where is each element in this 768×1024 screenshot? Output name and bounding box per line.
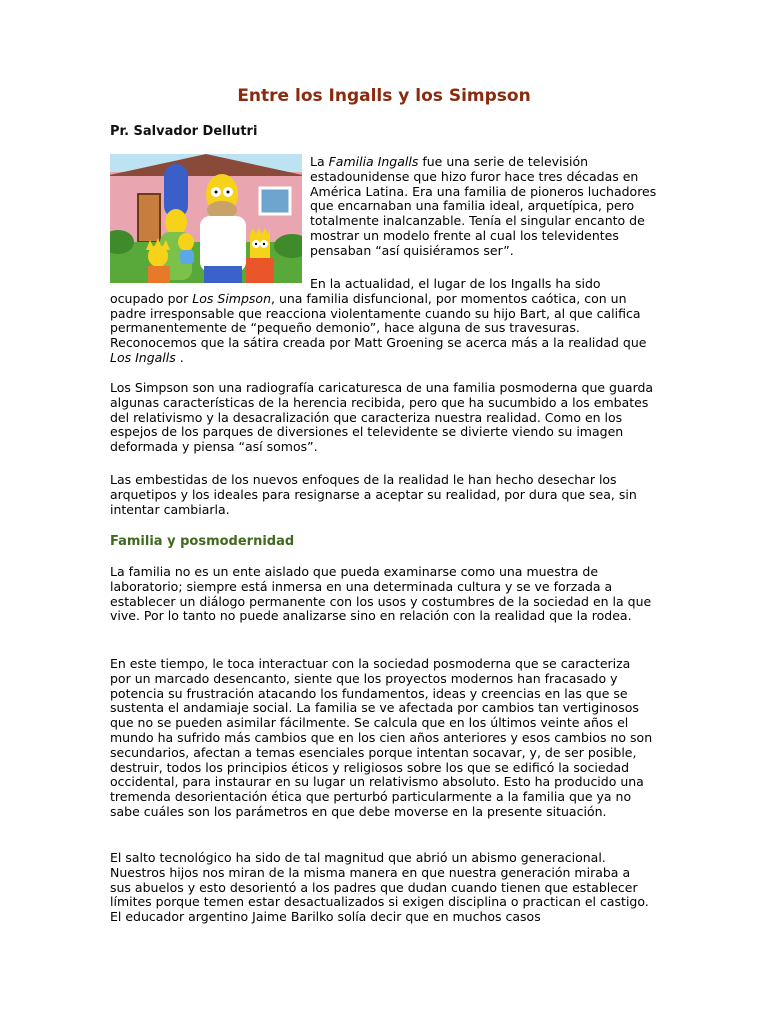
marge-face — [165, 209, 187, 235]
text-run: , una familia disfuncional, por momentos caótica, con un padre irresponsable que reacciona violentamente cuando su hijo Bart, al que califica permanentemente de “pequeño demonio”, hace alguna de sus travesuras. Reconocemos que la sátira creada por Matt Groening se acerca más a la realidad que — [110, 290, 647, 351]
homer-shirt — [200, 216, 246, 272]
paragraph-2 — [110, 277, 655, 366]
text-run: En la actualidad, el lugar de los Ingalls ha sido ocupado por — [110, 276, 601, 306]
text-run-italic: Familia Ingalls — [328, 154, 419, 169]
paragraph-6: En este tiempo, le toca interactuar con la sociedad posmoderna que se caracteriza por un marcado desencanto, siente que los proyectos modernos han fracasado y potencia su frustración atacando los fundamentos, ideas y creencias en las que se sustenta el andamiaje social. La familia se ve afectada por cambios tan vertiginosos que no se pueden asimilar fácilmente. Se calcula que en los últimos veinte años el mundo ha sufrido más cambios que en los cien años anteriores y esos cambios no son secundarios, afectan a temas esenciales porque intentan socavar, y, de ser posible, destruir, todos los principios éticos y religiosos sobre los que se edificó la sociedad occidental, para instaurar en su lugar un relativismo absoluto. Esto ha producido una tremenda desorientación ética que perturbó particularmente a la familia que ya no sabe cuáles son los parámetros en que debe moverse en la presente situación. — [110, 656, 653, 819]
text-run: La — [310, 154, 329, 169]
door — [138, 194, 160, 242]
paragraph-5: La familia no es un ente aislado que pueda examinarse como una muestra de laboratorio; siempre está inmersa en una determinada cultura y se ve forzada a establecer un diálogo permanente con los usos y costumbres de la sociedad en la que vive. Por lo tanto no puede analizarse sino en relación con la realidad que la rodea. — [110, 564, 652, 624]
section-heading: Familia y posmodernidad — [110, 534, 295, 549]
paragraph-4: Las embestidas de los nuevos enfoques de la realidad le han hecho desechar los arquetipos y los ideales para resignarse a aceptar su realidad, por dura que sea, sin intentar cambiarla. — [110, 472, 637, 517]
maggie-suit — [180, 250, 194, 264]
text-run: fue una serie de televisión estadounidense que hizo furor hace tres décadas en América Latina. Era una familia de pioneros luchadores que encarnaban una familia ideal, arquetípica, pero totalmente inalcanzable. Tenía el singular encanto de mostrar un modelo frente al cual los televidentes pensaban “así quisiéramos ser”. — [310, 154, 657, 258]
page-title: Entre los Ingalls y los Simpson — [237, 86, 531, 106]
paragraph-1 — [310, 155, 658, 259]
simpsons-family-illustration — [110, 154, 302, 283]
paragraph-3: Los Simpson son una radiografía caricaturesca de una familia posmoderna que guarda algunas características de la herencia recibida, pero que ha sucumbido a los embates del relativismo y la desacralización que caracteriza nuestra realidad. Como en los espejos de los parques de diversiones el televidente se divierte viendo su imagen deformada y piensa “así somos”. — [110, 380, 654, 455]
window — [260, 188, 290, 214]
bart-head — [250, 234, 270, 260]
text-run-italic: Los Ingalls — [110, 349, 176, 365]
maggie-face — [178, 233, 194, 251]
text-run-italic: Los Simpson — [192, 290, 271, 306]
paragraph-7: El salto tecnológico ha sido de tal magnitud que abrió un abismo generacional. Nuestros hijos nos miran de la misma manera en que nuestra generación miraba a sus abuelos y esto desorientó a los padres que dudan cuando tienen que establecer límites porque temen estar desactualizados si exigen disciplina o practican el castigo. El educador argentino Jaime Barilko solía decir que en muchos casos — [110, 850, 649, 925]
author-name: Pr. Salvador Dellutri — [110, 124, 258, 139]
text-run: . — [175, 349, 184, 365]
